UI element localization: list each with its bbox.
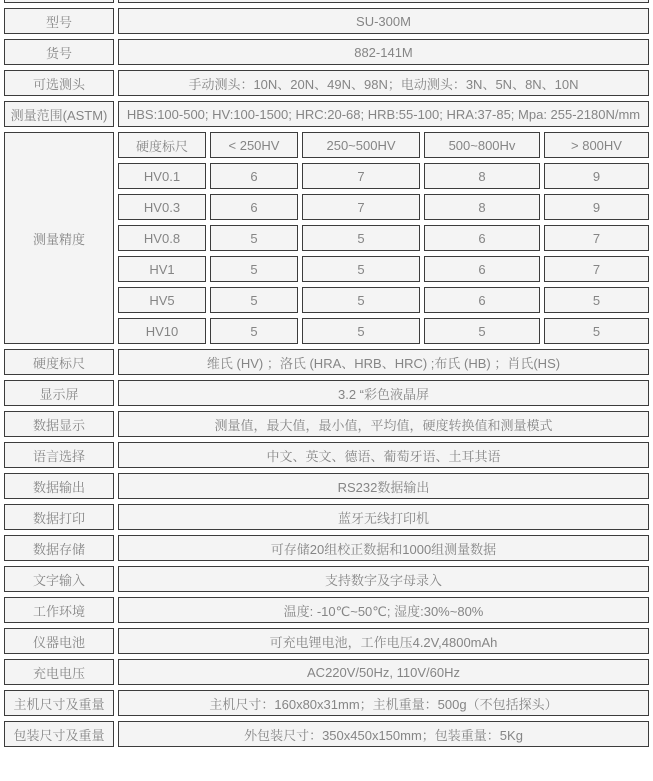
- precision-value-cell: 5: [302, 256, 420, 282]
- row-label: 测量范围(ASTM): [4, 101, 114, 127]
- precision-value-cell: 5: [544, 287, 649, 313]
- spec-row: [4, 473, 649, 499]
- precision-scale-cell: HV0.3: [118, 194, 206, 220]
- row-label: 显示屏: [4, 380, 114, 406]
- precision-value-cell: 5: [210, 225, 298, 251]
- precision-value-cell: 8: [424, 194, 540, 220]
- spec-row: [4, 566, 649, 592]
- precision-value-cell: 5: [302, 225, 420, 251]
- row-label: 数据显示: [4, 411, 114, 437]
- spec-row: [4, 597, 649, 623]
- row-label: 硬度标尺: [4, 349, 114, 375]
- row-value: 测量值，最大值，最小值，平均值，硬度转换值和测量模式: [118, 411, 649, 437]
- spec-row: [4, 628, 649, 654]
- precision-value-cell: 5: [544, 318, 649, 344]
- row-value: HBS:100-500; HV:100-1500; HRC:20-68; HRB:55-100; HRA:37-85; Mpa: 255-2180N/mm: [118, 101, 649, 127]
- row-label: 充电电压: [4, 659, 114, 685]
- row-value: [118, 0, 649, 3]
- row-label: 语言选择: [4, 442, 114, 468]
- precision-scale-cell: HV0.1: [118, 163, 206, 189]
- spec-row: [4, 70, 649, 96]
- precision-value-cell: 9: [544, 194, 649, 220]
- row-label: 货号: [4, 39, 114, 65]
- row-label: 仪器电池: [4, 628, 114, 654]
- precision-value-cell: 5: [210, 318, 298, 344]
- precision-header-cell: > 800HV: [544, 132, 649, 158]
- precision-value-cell: 7: [544, 225, 649, 251]
- spec-row: [4, 690, 649, 716]
- row-value: 可充电锂电池，工作电压4.2V,4800mAh: [118, 628, 649, 654]
- row-label: 可选测头: [4, 70, 114, 96]
- row-label: 数据存储: [4, 535, 114, 561]
- row-value: 温度: -10℃~50℃; 湿度:30%~80%: [118, 597, 649, 623]
- row-value: 维氏 (HV) ；洛氏 (HRA、HRB、HRC) ;布氏 (HB) ；肖氏(HS): [118, 349, 649, 375]
- spec-row: [4, 349, 649, 375]
- precision-scale-cell: HV1: [118, 256, 206, 282]
- row-label: 工作环境: [4, 597, 114, 623]
- spec-row: [4, 721, 649, 747]
- precision-value-cell: 6: [424, 225, 540, 251]
- precision-scale-cell: HV10: [118, 318, 206, 344]
- row-value: 中文、英文、德语、葡萄牙语、土耳其语: [118, 442, 649, 468]
- spec-row: [4, 535, 649, 561]
- precision-block-label: 测量精度: [4, 132, 114, 344]
- row-label: 包装尺寸及重量: [4, 721, 114, 747]
- row-value: 可存储20组校正数据和1000组测量数据: [118, 535, 649, 561]
- spec-row: [4, 411, 649, 437]
- row-label: 数据输出: [4, 473, 114, 499]
- row-label: 数据打印: [4, 504, 114, 530]
- precision-value-cell: 5: [302, 318, 420, 344]
- row-value: 支持数字及字母录入: [118, 566, 649, 592]
- spec-row: [4, 8, 649, 34]
- precision-value-cell: 6: [424, 256, 540, 282]
- row-value: 蓝牙无线打印机: [118, 504, 649, 530]
- precision-value-cell: 5: [302, 287, 420, 313]
- row-value: 3.2 “彩色液晶屏: [118, 380, 649, 406]
- precision-scale-cell: HV5: [118, 287, 206, 313]
- precision-value-cell: 7: [302, 163, 420, 189]
- row-value: 外包装尺寸：350x450x150mm；包装重量：5Kg: [118, 721, 649, 747]
- spec-row: [4, 659, 649, 685]
- precision-header-row: [4, 132, 649, 158]
- row-label: [4, 0, 114, 3]
- precision-value-cell: 7: [302, 194, 420, 220]
- spec-row: [4, 504, 649, 530]
- precision-value-cell: 6: [424, 287, 540, 313]
- spec-row: [4, 442, 649, 468]
- row-label: 文字输入: [4, 566, 114, 592]
- row-value: 主机尺寸：160x80x31mm；主机重量：500g（不包括探头）: [118, 690, 649, 716]
- spec-row: [4, 39, 649, 65]
- row-value: 手动测头：10N、20N、49N、98N；电动测头：3N、5N、8N、10N: [118, 70, 649, 96]
- row-value: SU-300M: [118, 8, 649, 34]
- precision-value-cell: 7: [544, 256, 649, 282]
- precision-header-cell: 硬度标尺: [118, 132, 206, 158]
- row-value: AC220V/50Hz, 110V/60Hz: [118, 659, 649, 685]
- precision-value-cell: 5: [424, 318, 540, 344]
- precision-header-cell: 250~500HV: [302, 132, 420, 158]
- precision-header-cell: 500~800Hv: [424, 132, 540, 158]
- precision-value-cell: 6: [210, 163, 298, 189]
- precision-value-cell: 5: [210, 256, 298, 282]
- row-value: 882-141M: [118, 39, 649, 65]
- spec-row: [4, 380, 649, 406]
- precision-value-cell: 9: [544, 163, 649, 189]
- row-label: 主机尺寸及重量: [4, 690, 114, 716]
- precision-scale-cell: HV0.8: [118, 225, 206, 251]
- row-value: RS232数据输出: [118, 473, 649, 499]
- precision-value-cell: 8: [424, 163, 540, 189]
- precision-value-cell: 6: [210, 194, 298, 220]
- row-label: 型号: [4, 8, 114, 34]
- precision-value-cell: 5: [210, 287, 298, 313]
- cut-off-row: [4, 0, 649, 3]
- precision-header-cell: < 250HV: [210, 132, 298, 158]
- spec-row: [4, 101, 649, 127]
